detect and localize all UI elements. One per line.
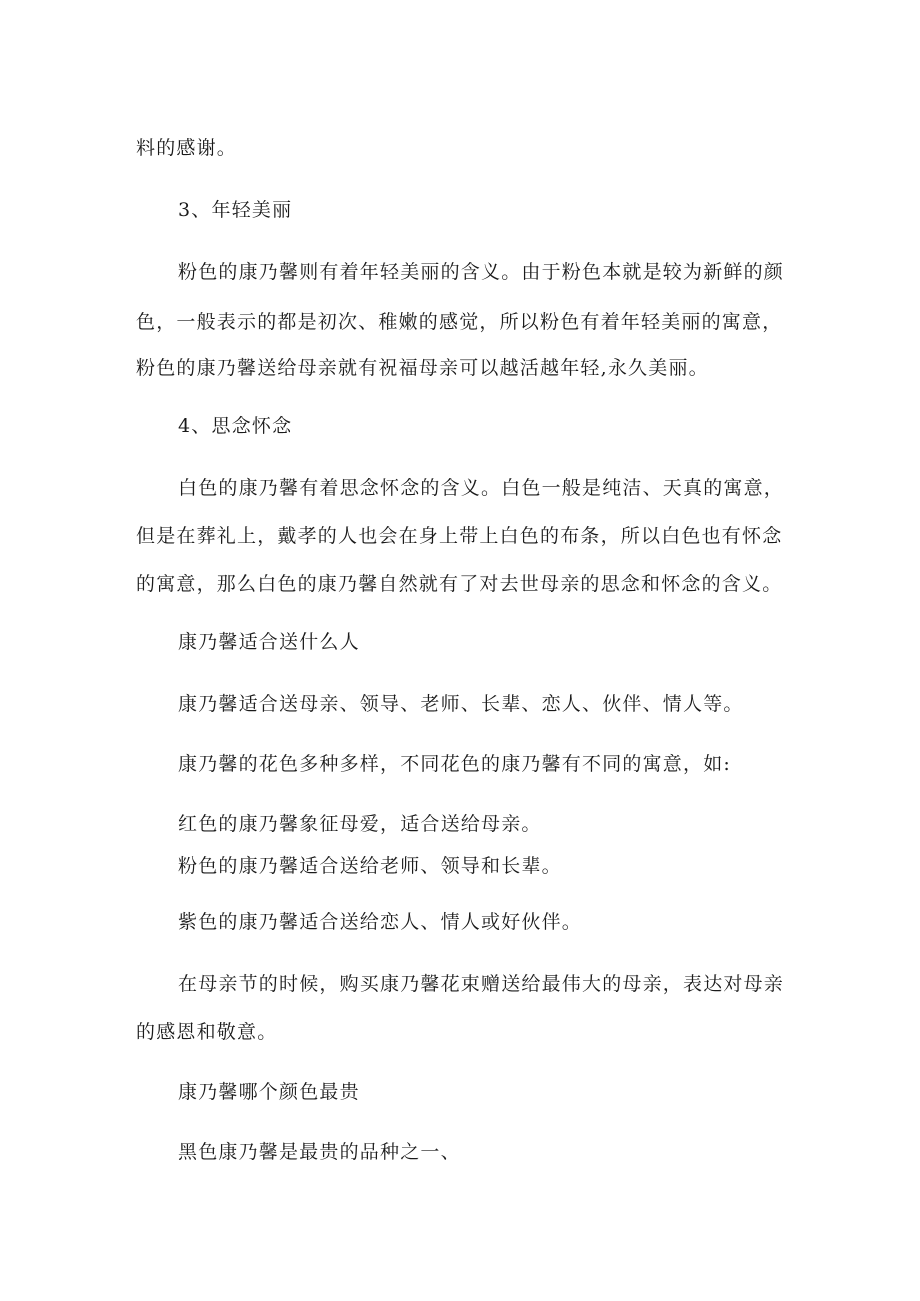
section-heading: 康乃馨哪个颜色最贵 [178, 1081, 360, 1103]
text-line: 康乃馨的花色多种多样，不同花色的康乃馨有不同的寓意，如: [178, 753, 732, 775]
text-line: 粉色的康乃馨送给母亲就有祝福母亲可以越活越年轻,永久美丽。 [136, 357, 709, 379]
text-line: 色，一般表示的都是初次、稚嫩的感觉，所以粉色有着年轻美丽的寓意， [136, 311, 783, 333]
text-line: 的感恩和敬意。 [136, 1021, 278, 1043]
text-line: 的寓意，那么白色的康乃馨自然就有了对去世母亲的思念和怀念的含义。 [136, 573, 783, 595]
section-heading: 4、思念怀念 [178, 415, 293, 437]
text-line: 粉色的康乃馨则有着年轻美丽的含义。由于粉色本就是较为新鲜的颜 [178, 261, 785, 283]
text-line: 康乃馨适合送母亲、领导、老师、长辈、恋人、伙伴、情人等。 [178, 693, 744, 715]
list-item: 紫色的康乃馨适合送给恋人、情人或好伙伴。 [178, 911, 583, 933]
list-item: 粉色的康乃馨适合送给老师、领导和长辈。 [178, 855, 562, 877]
text-line: 白色的康乃馨有着思念怀念的含义。白色一般是纯洁、天真的寓意， [178, 477, 785, 499]
section-heading: 3、年轻美丽 [178, 199, 293, 221]
section-heading: 康乃馨适合送什么人 [178, 631, 360, 653]
text-line: 但是在葬礼上，戴孝的人也会在身上带上白色的布条，所以白色也有怀念 [136, 525, 783, 547]
text-line: 在母亲节的时候，购买康乃馨花束赠送给最伟大的母亲，表达对母亲 [178, 973, 785, 995]
text-line: 料的感谢。 [136, 137, 238, 159]
list-item: 红色的康乃馨象征母爱，适合送给母亲。 [178, 813, 542, 835]
text-line: 黑色康乃馨是最贵的品种之一、 [178, 1141, 461, 1163]
